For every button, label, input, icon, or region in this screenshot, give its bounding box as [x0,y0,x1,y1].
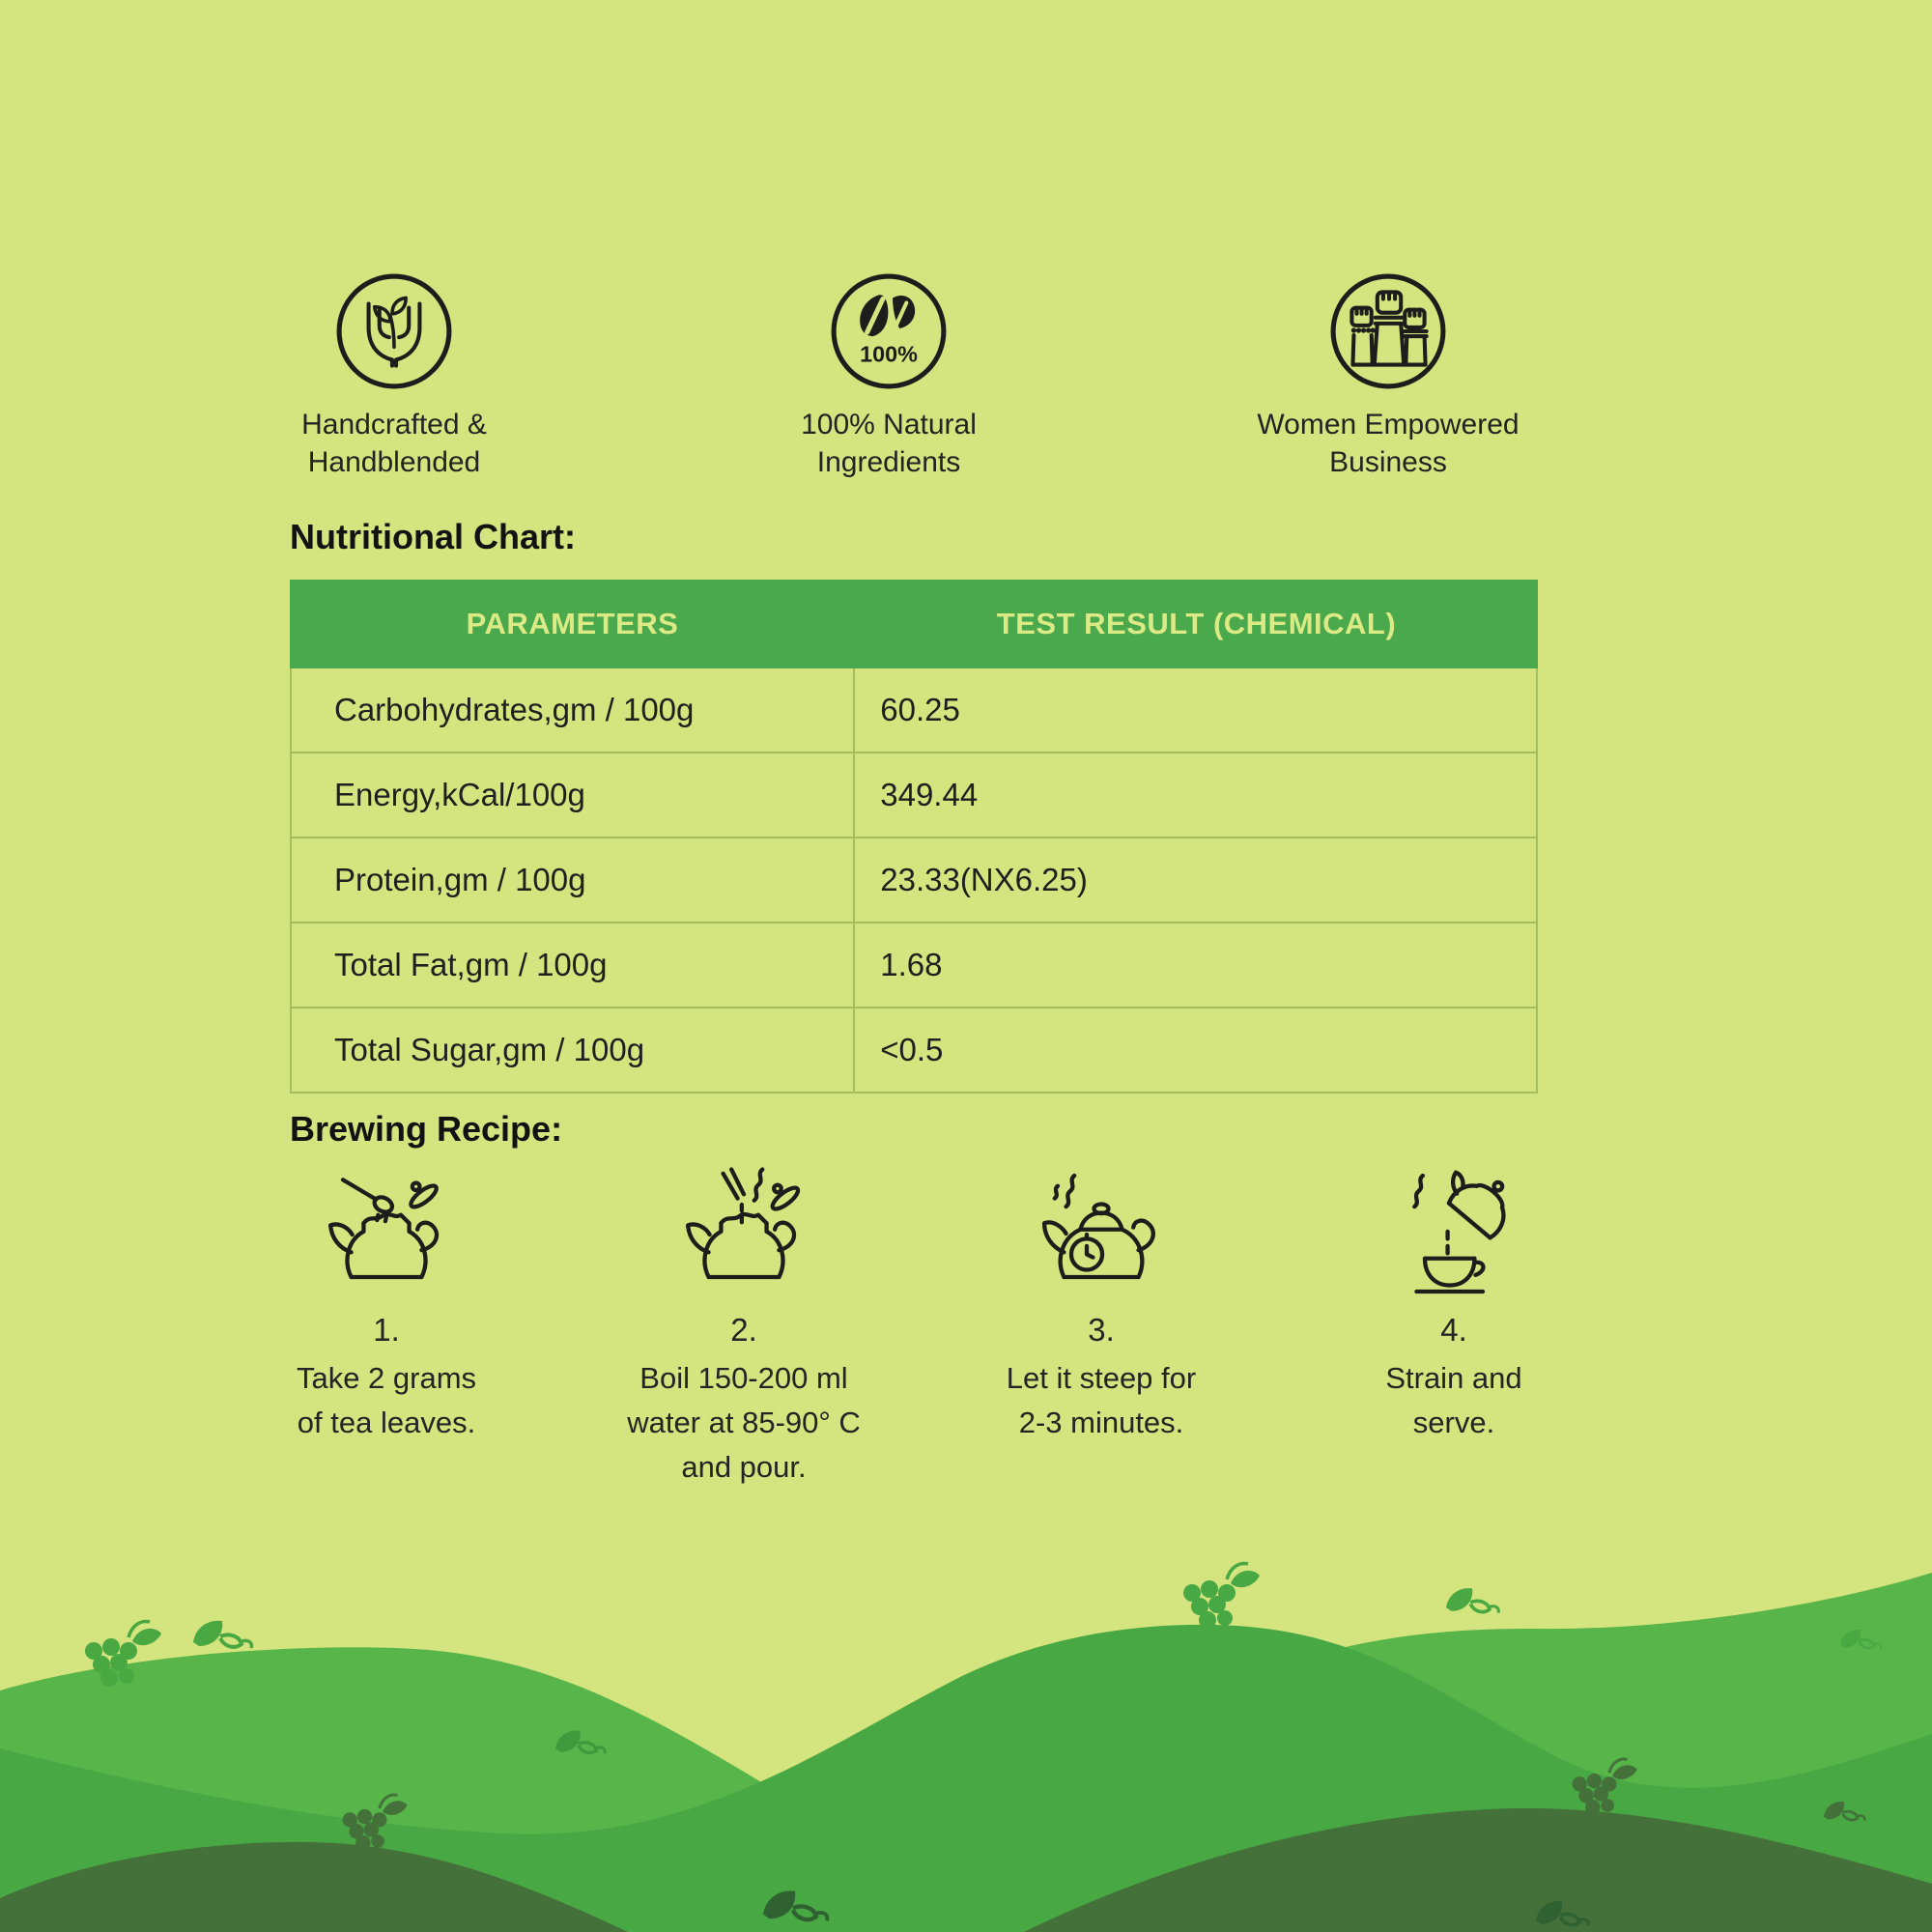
value-cell: 1.68 [880,947,943,982]
badge-label: Handcrafted & Handblended [301,409,487,478]
parameter-cell: Carbohydrates,gm / 100g [292,668,855,752]
grapevine-decoration [1183,1564,1260,1629]
brewing-step-1 [222,1155,551,1445]
parameter-cell: Energy,kCal/100g [292,753,855,837]
parameter-cell: Total Fat,gm / 100g [292,923,855,1007]
value-cell: 349.44 [880,777,979,812]
nutrition-table [290,580,1538,1094]
add-tea-leaves-icon [314,1155,459,1306]
badge-natural [715,270,1063,481]
hills-decoration [0,1449,1932,1932]
step-text: Boil 150-200 ml water at 85-90° C and pour. [627,1361,861,1484]
value-cell: 23.33(NX6.25) [880,862,1088,897]
badge-women-empowered [1214,270,1562,481]
badge-icon-text: 100% [860,341,918,367]
strain-serve-icon [1381,1155,1526,1306]
step-text: Let it steep for 2-3 minutes. [1006,1361,1197,1439]
step-text: Strain and serve. [1385,1361,1522,1439]
badge-handcrafted [220,270,568,481]
natural-leaves-icon [828,270,950,392]
leaf-decoration [1446,1588,1498,1612]
step-number: 1. [373,1312,400,1348]
brewing-step-3 [937,1155,1265,1445]
steep-timer-icon [1029,1155,1174,1306]
raised-fists-icon [1327,270,1449,392]
parameter-cell: Protein,gm / 100g [292,838,855,922]
nutrition-table-header [290,580,1538,668]
brewing-title: Brewing Recipe: [290,1109,563,1149]
step-text: Take 2 grams of tea leaves. [296,1361,477,1439]
nutrition-table-body [290,668,1538,1094]
table-row [292,837,1536,922]
value-cell: 60.25 [880,692,960,727]
value-cell: <0.5 [880,1032,944,1067]
nutrition-title: Nutritional Chart: [290,517,576,556]
table-row [292,668,1536,752]
leaf-decoration [193,1621,251,1648]
table-row [292,752,1536,837]
column-header-parameters: PARAMETERS [466,607,679,640]
pour-water-icon [671,1155,816,1306]
hands-holding-sprout-icon [333,270,455,392]
parameter-cell: Total Sugar,gm / 100g [292,1009,855,1092]
step-number: 3. [1088,1312,1115,1348]
step-number: 2. [730,1312,757,1348]
badge-label: Women Empowered Business [1257,409,1520,478]
bracelet-dots [1351,327,1376,332]
table-row [292,1007,1536,1092]
step-number: 4. [1440,1312,1467,1348]
table-row [292,922,1536,1007]
brewing-step-4 [1290,1155,1618,1445]
column-header-test-result: TEST RESULT (CHEMICAL) [996,607,1397,640]
brewing-step-2 [580,1155,908,1490]
badge-label: 100% Natural Ingredients [801,409,977,478]
